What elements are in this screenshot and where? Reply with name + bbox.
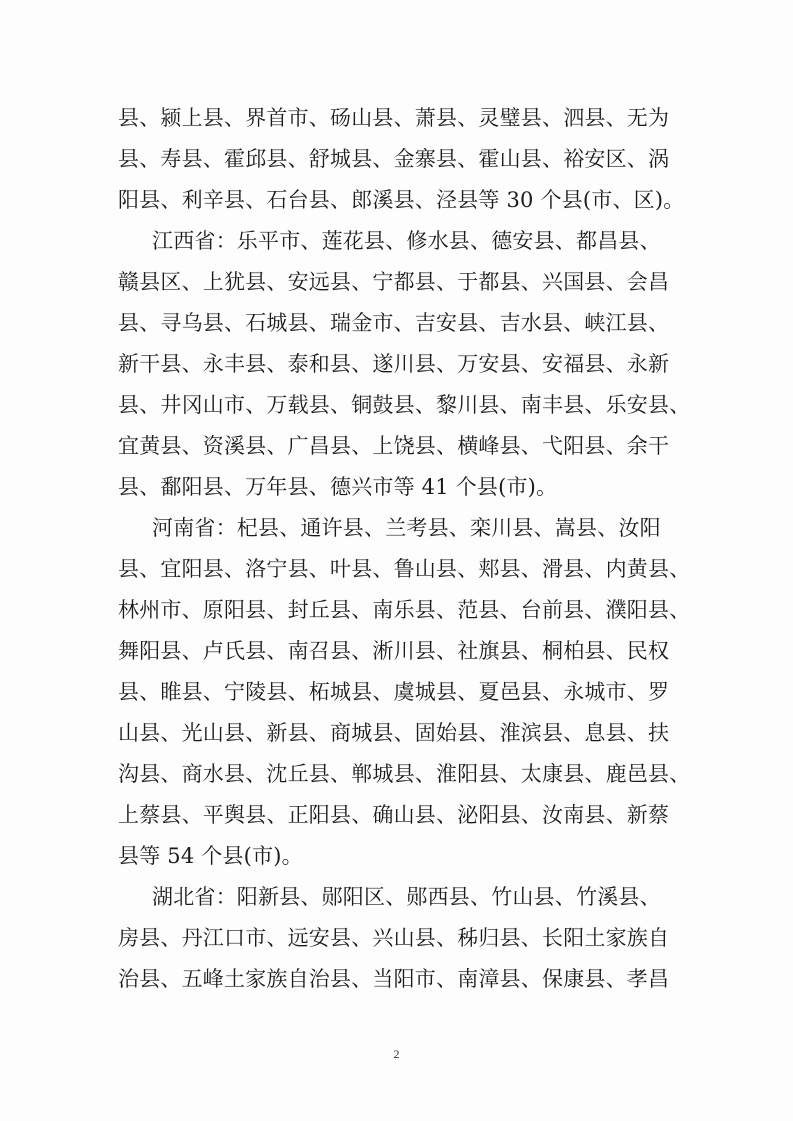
page-number: 2 xyxy=(393,1047,400,1061)
text-line: 县、颍上县、界首市、砀山县、萧县、灵璧县、泗县、无为 xyxy=(118,106,670,130)
text-line: 上蔡县、平舆县、正阳县、确山县、泌阳县、汝南县、新蔡 xyxy=(118,803,670,827)
paragraph-start-hubei: 湖北省：阳新县、郧阳区、郧西县、竹山县、竹溪县、 xyxy=(152,885,661,909)
text-line: 县、井冈山市、万载县、铜鼓县、黎川县、南丰县、乐安县、 xyxy=(118,393,691,417)
body-text xyxy=(118,98,691,1000)
text-line: 县等 54 个县(市)。 xyxy=(118,844,303,868)
paragraph-start-henan: 河南省：杞县、通许县、兰考县、栾川县、嵩县、汝阳 xyxy=(152,516,661,540)
text-line: 治县、五峰土家族自治县、当阳市、南漳县、保康县、孝昌 xyxy=(118,967,670,991)
text-line: 宜黄县、资溪县、广昌县、上饶县、横峰县、弋阳县、余干 xyxy=(118,434,670,458)
text-line: 县、寻乌县、石城县、瑞金市、吉安县、吉水县、峡江县、 xyxy=(118,311,670,335)
text-line: 县、寿县、霍邱县、舒城县、金寨县、霍山县、裕安区、涡 xyxy=(118,147,670,171)
text-line: 房县、丹江口市、远安县、兴山县、秭归县、长阳土家族自 xyxy=(118,926,670,950)
text-line: 县、宜阳县、洛宁县、叶县、鲁山县、郏县、滑县、内黄县、 xyxy=(118,557,691,581)
text-line: 新干县、永丰县、泰和县、遂川县、万安县、安福县、永新 xyxy=(118,352,670,376)
text-line: 赣县区、上犹县、安远县、宁都县、于都县、兴国县、会昌 xyxy=(118,270,670,294)
text-line: 阳县、利辛县、石台县、郎溪县、泾县等 30 个县(市、区)。 xyxy=(118,188,685,212)
text-line: 林州市、原阳县、封丘县、南乐县、范县、台前县、濮阳县、 xyxy=(118,598,691,622)
text-line: 沟县、商水县、沈丘县、郸城县、淮阳县、太康县、鹿邑县、 xyxy=(118,762,691,786)
text-line: 县、睢县、宁陵县、柘城县、虞城县、夏邑县、永城市、罗 xyxy=(118,680,670,704)
text-line: 县、鄱阳县、万年县、德兴市等 41 个县(市)。 xyxy=(118,475,558,499)
paragraph-start-jiangxi: 江西省：乐平市、莲花县、修水县、德安县、都昌县、 xyxy=(152,229,661,253)
text-line: 山县、光山县、新县、商城县、固始县、淮滨县、息县、扶 xyxy=(118,721,670,745)
text-line: 舞阳县、卢氏县、南召县、淅川县、社旗县、桐柏县、民权 xyxy=(118,639,670,663)
